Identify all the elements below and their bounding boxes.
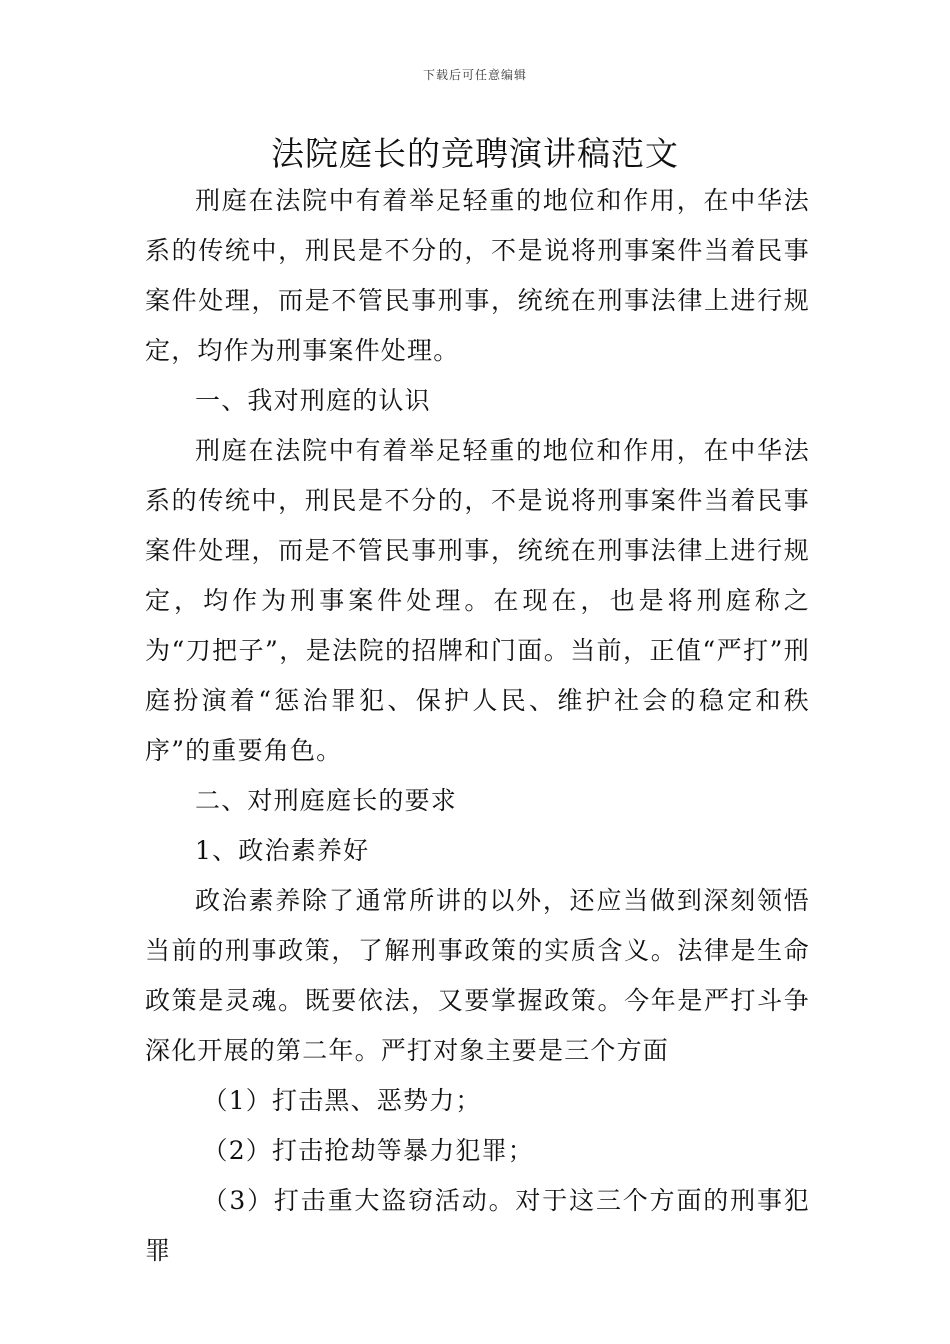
section-heading-1: 一、我对刑庭的认识 [195, 386, 431, 415]
header-note: 下载后可任意编辑 [422, 68, 527, 82]
list-item-2: （2）打击抢劫等暴力犯罪； [202, 1136, 535, 1165]
list-item-3: （3）打击重大盗窃活动。对于这三个方面的刑事犯罪 [145, 1186, 810, 1265]
section-1-paragraph: 刑庭在法院中有着举足轻重的地位和作用，在中华法系的传统中，刑民是不分的，不是说将刑事案件当着民事案件处理，而是不管民事刑事，统统在刑事法律上进行规定，均作为刑事案件处理。在现在，也是将刑庭称之为“刀把子”，是法院的招牌和门面。当前，正值“严打”刑庭扮演着“惩治罪犯、保护人民、维护社会的稳定和秩序”的重要角色。 [145, 436, 810, 765]
intro-paragraph: 刑庭在法院中有着举足轻重的地位和作用，在中华法系的传统中，刑民是不分的，不是说将刑事案件当着民事案件处理，而是不管民事刑事，统统在刑事法律上进行规定，均作为刑事案件处理。 [145, 186, 810, 365]
subsection-heading-1: 1、政治素养好 [195, 836, 370, 865]
document-title: 法院庭长的竞聘演讲稿范文 [271, 134, 679, 173]
list-item-1: （1）打击黑、恶势力； [202, 1086, 482, 1115]
subsection-1-paragraph: 政治素养除了通常所讲的以外，还应当做到深刻领悟当前的刑事政策，了解刑事政策的实质含义。法律是生命政策是灵魂。既要依法，又要掌握政策。今年是严打斗争深化开展的第二年。严打对象主要是三个方面 [145, 886, 810, 1065]
document-body [145, 176, 810, 1276]
section-heading-2: 二、对刑庭庭长的要求 [195, 786, 458, 815]
